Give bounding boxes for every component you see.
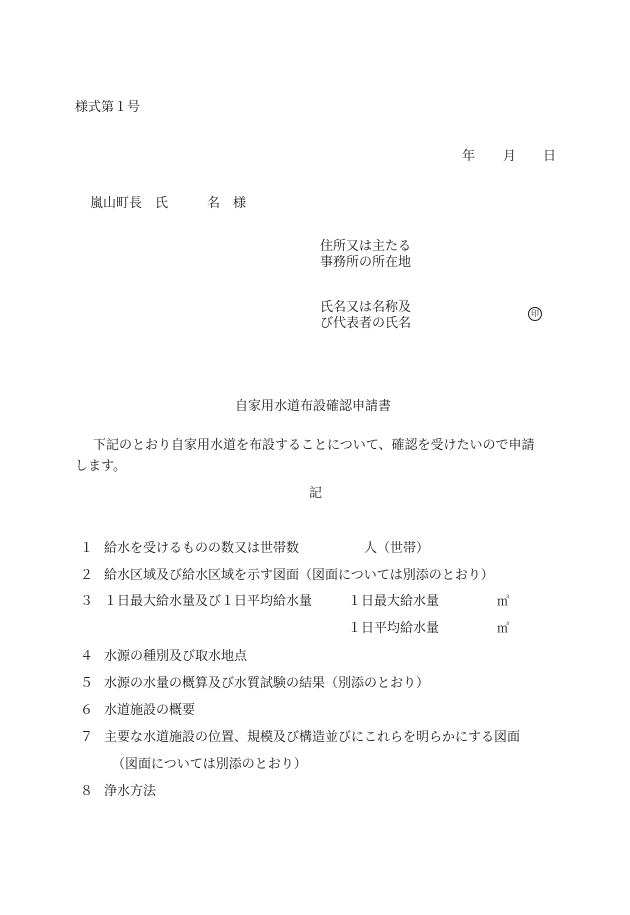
date-month-label: 月 — [503, 149, 517, 164]
item-number: ８ — [80, 784, 94, 799]
form-number: 様式第１号 — [75, 100, 141, 115]
address-label-line1: 住所又は主たる — [320, 239, 412, 254]
item-number: １ — [80, 541, 94, 556]
item-text: 主要な水道施設の位置、規模及び構造並びにこれらを明らかにする図面 — [104, 730, 521, 745]
item-text: １日最大給水量及び１日平均給水量 — [104, 594, 313, 609]
item-number: ３ — [80, 594, 94, 609]
item-text: 浄水方法 — [104, 784, 157, 799]
item-number: ７ — [80, 730, 94, 745]
ki-heading: 記 — [309, 486, 323, 501]
max-supply-label: １日最大給水量 — [348, 594, 440, 609]
item-text: 給水を受けるものの数又は世帯数 人（世帯） — [104, 541, 430, 556]
seal-mark: 印 — [528, 307, 542, 321]
item-number: ５ — [80, 676, 94, 691]
avg-supply-label: １日平均給水量 — [348, 621, 440, 636]
address-label-line2: 事務所の所在地 — [320, 255, 412, 270]
date-day-label: 日 — [543, 149, 557, 164]
date-year-label: 年 — [462, 149, 476, 164]
item-text: 給水区域及び給水区域を示す図面（図面については別添のとおり） — [104, 568, 494, 583]
name-label-line2: び代表者の氏名 — [320, 316, 412, 331]
item-text: 水源の水量の概算及び水質試験の結果（別添のとおり） — [104, 676, 430, 691]
item7-note: （図面については別添のとおり） — [112, 757, 307, 772]
item-number: ６ — [80, 703, 94, 718]
item-text: 水道施設の概要 — [104, 703, 196, 718]
cubic-meter-unit: ㎥ — [497, 621, 510, 635]
body-text-line1: 下記のとおり自家用水道を布設することについて、確認を受けたいので申請 — [93, 438, 535, 453]
name-label-line1: 氏名又は名称及 — [320, 300, 412, 315]
item-number: ４ — [80, 649, 94, 664]
item-text: 水源の種別及び取水地点 — [104, 649, 248, 664]
addressee: 嵐山町長 氏 名 様 — [90, 196, 247, 211]
cubic-meter-unit: ㎥ — [497, 594, 510, 608]
document-title: 自家用水道布設確認申請書 — [235, 399, 392, 414]
body-text-line2: します。 — [75, 459, 126, 474]
item-number: ２ — [80, 568, 94, 583]
